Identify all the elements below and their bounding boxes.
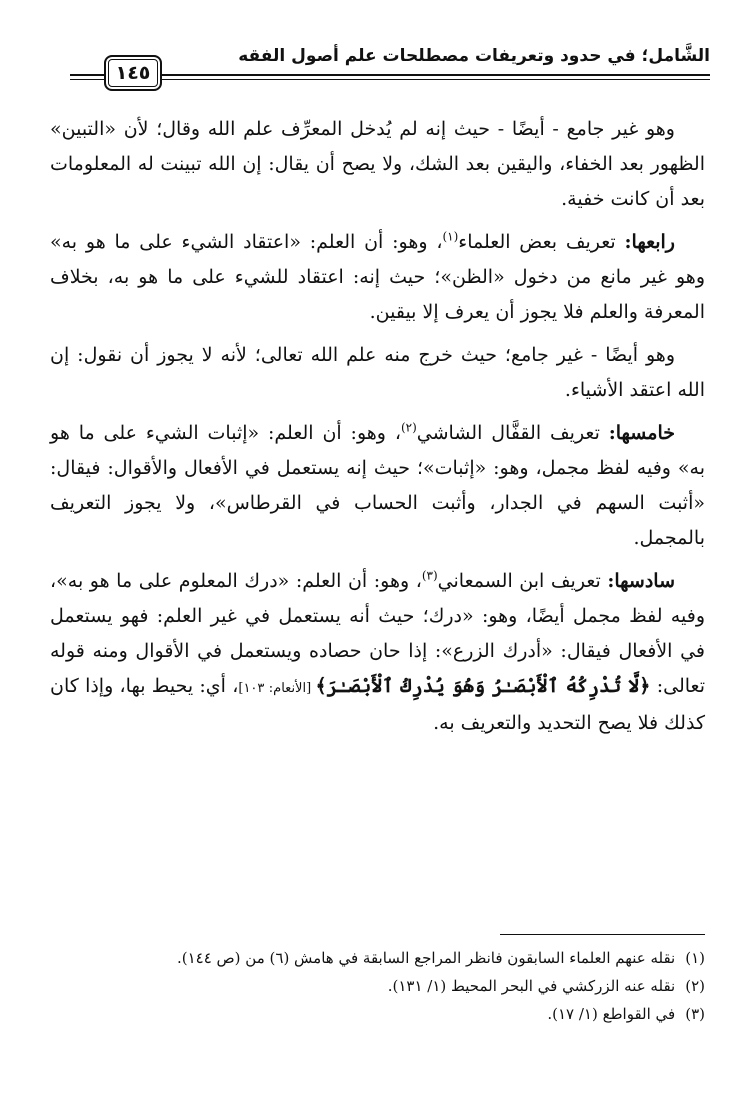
footnote-text: في القواطع (١/ ١٧). bbox=[547, 1005, 676, 1023]
footnotes bbox=[50, 944, 705, 1028]
paragraph bbox=[50, 564, 705, 741]
footnote-number: (١) bbox=[685, 949, 705, 967]
footnote-ref[interactable]: (٢) bbox=[400, 420, 417, 435]
verse-reference: [الأنعام: ١٠٣] bbox=[238, 681, 316, 696]
paragraph-text: ، وهو: أن العلم: «درك المعلوم على ما هو به»، وفيه لفظ مجمل أيضًا، وهو: «درك؛ حيث أنه يستعمل في غير العلم: فهو يستعمل في الأفعال فيقال: «أدرك الزرع»: إذا حان حصاده ويستعمل في الأقوال ومنه قوله تعالى: bbox=[50, 570, 705, 697]
paragraph-text: تعريف بعض العلماء bbox=[458, 231, 625, 253]
header-rule bbox=[158, 74, 710, 76]
footnote-separator bbox=[500, 934, 705, 935]
page-header bbox=[70, 40, 710, 90]
footnote bbox=[50, 1000, 705, 1028]
quran-verse: ﴿لَّا تُدْرِكُهُ ٱلْأَبْصَـٰرُ وَهُوَ يُدْرِكُ ٱلْأَبْصَـٰرَ﴾ bbox=[315, 675, 651, 697]
paragraph bbox=[50, 225, 705, 330]
paragraph bbox=[50, 416, 705, 556]
paragraph bbox=[50, 112, 705, 217]
paragraph-text: ، أي: يحيط بها، وإذا كان كذلك فلا يصح التحديد والتعريف به. bbox=[50, 675, 705, 734]
header-rule-left-thin bbox=[70, 79, 104, 80]
footnote-ref[interactable]: (٣) bbox=[421, 568, 438, 583]
paragraph-text: وهو غير جامع - أيضًا - حيث إنه لم يُدخل المعرِّف علم الله وقال؛ لأن «التبين» الظهور بعد الخفاء، واليقين بعد الشك، ولا يصح أن يقال: إن الله تبينت له المعلومات بعد أن كانت خفية. bbox=[50, 118, 705, 210]
footnote-text: نقله عنه الزركشي في البحر المحيط (١/ ١٣١). bbox=[387, 977, 676, 995]
footnote-number: (٣) bbox=[685, 1005, 705, 1023]
footnote bbox=[50, 972, 705, 1000]
main-text bbox=[50, 112, 705, 749]
paragraph-text: وهو أيضًا - غير جامع؛ حيث خرج منه علم الله تعالى؛ لأنه لا يجوز أن نقول: إن الله اعتقد الأشياء. bbox=[50, 344, 705, 401]
paragraph-text: ، وهو: أن العلم: «إثبات الشيء على ما هو به» وفيه لفظ مجمل، وهو: «إثبات»؛ حيث إنه يستعمل في الأفعال والأقوال: فيقال: «أثبت السهم في الجدار، وأثبت الحساب في القرطاس»، ولا يجوز التعريف بالمجمل. bbox=[50, 422, 705, 549]
header-rule-left bbox=[70, 74, 104, 76]
footnote-ref[interactable]: (١) bbox=[442, 229, 459, 244]
paragraph-text: تعريف القفَّال الشاشي bbox=[416, 422, 609, 444]
page-number: ١٤٥ bbox=[104, 55, 162, 91]
paragraph-lead: رابعها: bbox=[624, 231, 675, 253]
footnote-text: نقله عنهم العلماء السابقون فانظر المراجع السابقة في هامش (٦) من (ص ١٤٤). bbox=[176, 949, 676, 967]
footnote-number: (٢) bbox=[685, 977, 705, 995]
header-rule-thin bbox=[158, 79, 710, 80]
paragraph-lead: خامسها: bbox=[608, 422, 675, 444]
paragraph bbox=[50, 338, 705, 408]
running-title: الشَّامل؛ في حدود وتعريفات مصطلحات علم أصول الفقه bbox=[238, 46, 710, 66]
footnote bbox=[50, 944, 705, 972]
paragraph-lead: سادسها: bbox=[607, 570, 675, 592]
paragraph-text: ، وهو: أن العلم: «اعتقاد الشيء على ما هو به» وهو غير مانع من دخول «الظن»؛ حيث إنه: اعتقاد للشيء على ما هو به، بخلاف المعرفة والعلم فلا يجوز أن يعرف إلا بيقين. bbox=[50, 231, 705, 323]
paragraph-text: تعريف ابن السمعاني bbox=[437, 570, 608, 592]
